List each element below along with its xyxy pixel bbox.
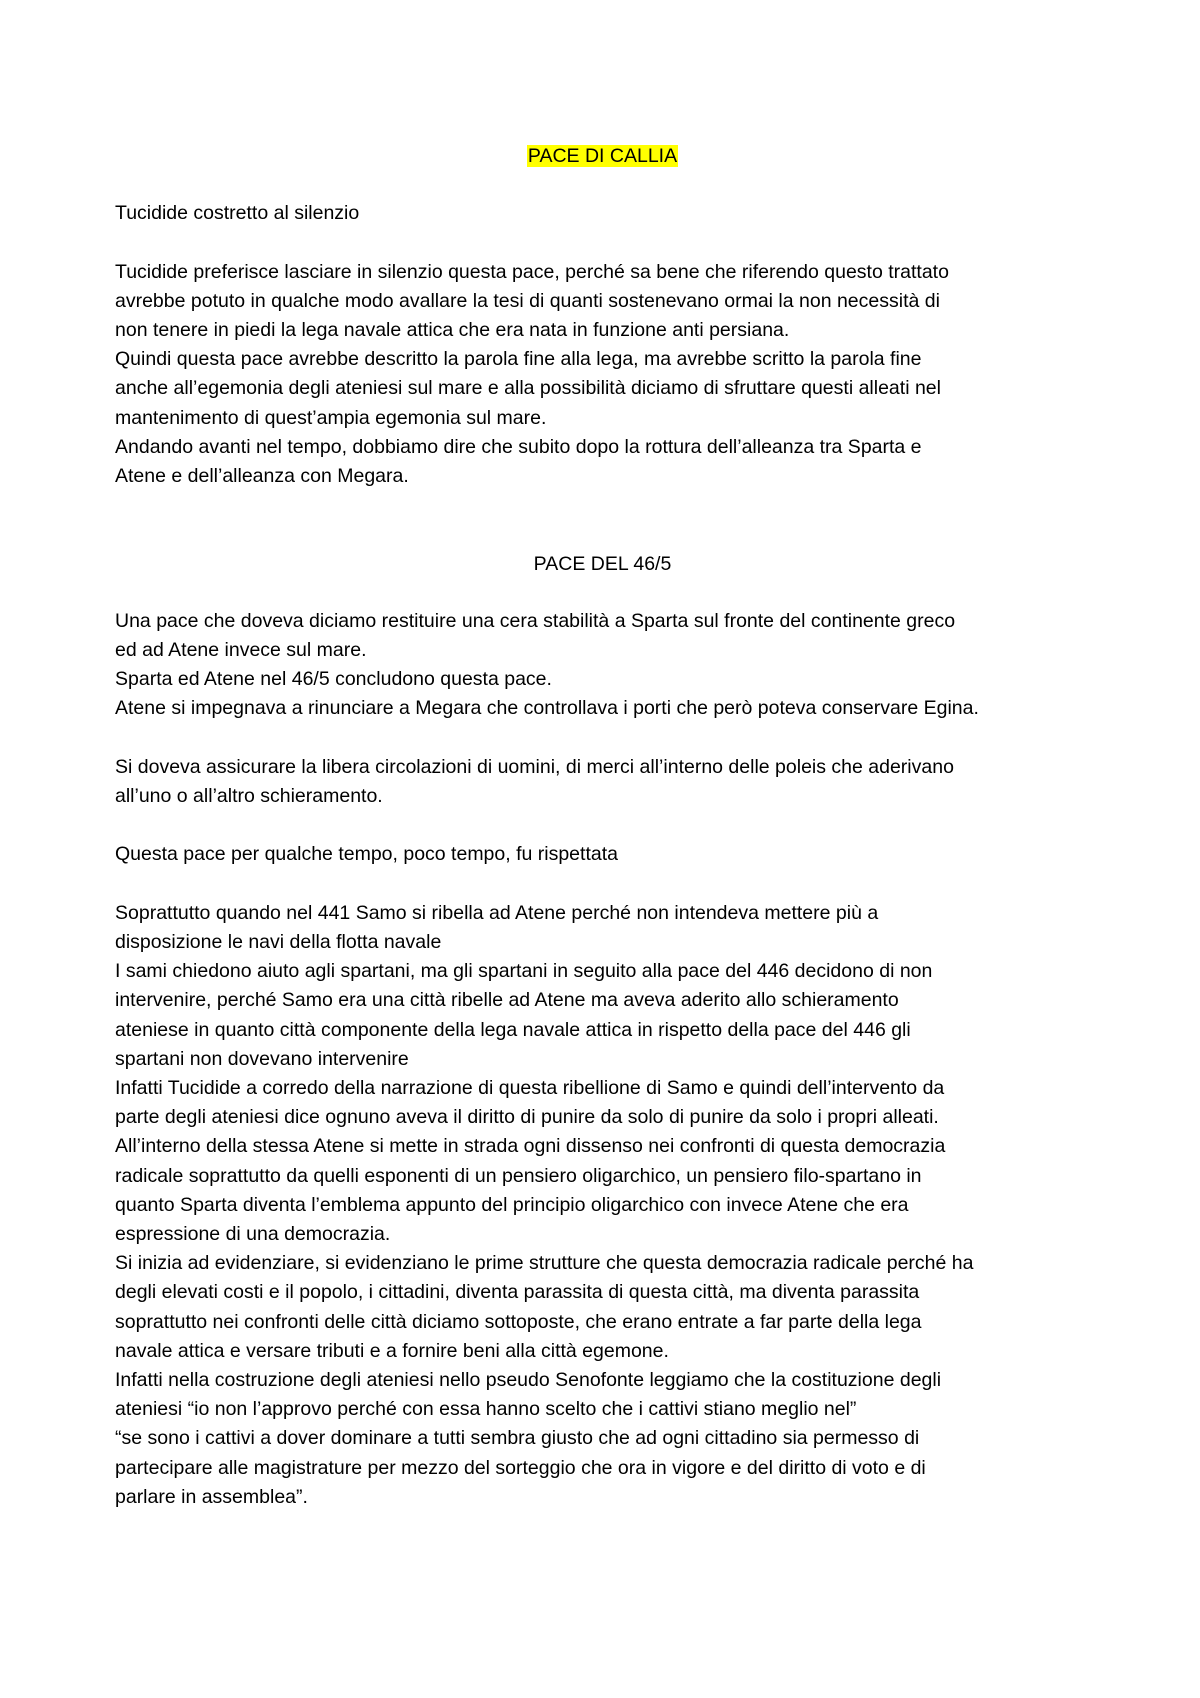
text-line: disposizione le navi della flotta navale bbox=[115, 930, 442, 953]
highlighted-title: PACE DI CALLIA bbox=[527, 145, 678, 167]
text-line: Infatti nella costruzione degli ateniesi nello pseudo Senofonte leggiamo che la costituzione degli bbox=[115, 1369, 942, 1392]
text-line: partecipare alle magistrature per mezzo del sorteggio che ora in vigore e del diritto di voto e di bbox=[115, 1456, 926, 1479]
text-line: Infatti Tucidide a corredo della narrazione di questa ribellione di Samo e quindi dell’intervento da bbox=[115, 1076, 945, 1099]
text-line: Atene e dell’alleanza con Megara. bbox=[115, 465, 409, 487]
text-line: soprattutto nei confronti delle città diciamo sottoposte, che erano entrate a far parte della lega bbox=[115, 1310, 922, 1333]
text-line: Questa pace per qualche tempo, poco tempo, fu rispettata bbox=[115, 843, 618, 866]
text-line: Quindi questa pace avrebbe descritto la parola fine alla lega, ma avrebbe scritto la parola fine bbox=[115, 348, 922, 371]
heading-pace-del-46-5: PACE DEL 46/5 bbox=[533, 552, 672, 575]
text-line: quanto Sparta diventa l’emblema appunto del principio oligarchico con invece Atene che era bbox=[115, 1193, 909, 1216]
paragraph-callia bbox=[115, 258, 1090, 492]
text-line: Sparta ed Atene nel 46/5 concludono questa pace. bbox=[115, 668, 552, 691]
heading-pace-di-callia bbox=[115, 142, 1090, 170]
text-line: Si doveva assicurare la libera circolazioni di uomini, di merci all’interno delle poleis che aderivano bbox=[115, 755, 954, 778]
paragraph-rispettata bbox=[115, 840, 1090, 869]
text-line: Una pace che doveva diciamo restituire una cera stabilità a Sparta sul fronte del continente greco bbox=[115, 609, 956, 632]
text-line: radicale soprattutto da quelli esponenti di un pensiero oligarchico, un pensiero filo-spartano in bbox=[115, 1164, 922, 1187]
text-line: ed ad Atene invece sul mare. bbox=[115, 638, 367, 661]
text-line: I sami chiedono aiuto agli spartani, ma gli spartani in seguito alla pace del 446 decidono di non bbox=[115, 960, 933, 983]
text-line: spartani non dovevano intervenire bbox=[115, 1047, 409, 1070]
text-line: non tenere in piedi la lega navale attica che era nata in funzione anti persiana. bbox=[115, 318, 790, 341]
text-line: Andando avanti nel tempo, dobbiamo dire che subito dopo la rottura dell’alleanza tra Sparta e bbox=[115, 435, 922, 458]
text-line: espressione di una democrazia. bbox=[115, 1223, 391, 1245]
text-line: Atene si impegnava a rinunciare a Megara che controllava i porti che però poteva conservare Egina. bbox=[115, 697, 979, 720]
text-line: all’uno o all’altro schieramento. bbox=[115, 784, 383, 807]
text-line: intervenire, perché Samo era una città ribelle ad Atene ma aveva aderito allo schieramento bbox=[115, 989, 899, 1012]
paragraph-circolazione bbox=[115, 753, 1090, 811]
text-line: navale attica e versare tributi e a fornire beni alla città egemone. bbox=[115, 1339, 669, 1362]
text-line: parlare in assemblea”. bbox=[115, 1485, 308, 1508]
text-line: “se sono i cattivi a dover dominare a tutti sembra giusto che ad ogni cittadino sia permesso di bbox=[115, 1427, 920, 1450]
text-line: avrebbe potuto in qualche modo avallare la tesi di quanti sostenevano ormai la non necessità di bbox=[115, 289, 940, 312]
text-line: Tucidide preferisce lasciare in silenzio questa pace, perché sa bene che riferendo questo trattato bbox=[115, 260, 949, 283]
subheading-tucidide: Tucidide costretto al silenzio bbox=[115, 202, 360, 225]
paragraph-samo bbox=[115, 899, 1090, 1512]
text-line: degli elevati costi e il popolo, i cittadini, diventa parassita di questa città, ma diventa parassita bbox=[115, 1281, 920, 1304]
text-line: ateniese in quanto città componente della lega navale attica in rispetto della pace del 446 gli bbox=[115, 1018, 911, 1041]
text-line: Si inizia ad evidenziare, si evidenziano le prime strutture che questa democrazia radicale perché ha bbox=[115, 1252, 974, 1275]
text-line: Soprattutto quando nel 441 Samo si ribella ad Atene perché non intendeva mettere più a bbox=[115, 901, 879, 924]
text-line: parte degli ateniesi dice ognuno aveva il diritto di punire da solo di punire da solo i propri alleati. bbox=[115, 1106, 939, 1129]
text-line: mantenimento di quest’ampia egemonia sul mare. bbox=[115, 406, 547, 429]
paragraph-pace-46-5 bbox=[115, 607, 1090, 724]
text-line: ateniesi “io non l’approvo perché con essa hanno scelto che i cattivi stiano meglio nel” bbox=[115, 1398, 857, 1421]
text-line: anche all’egemonia degli ateniesi sul mare e alla possibilità diciamo di sfruttare questi alleati nel bbox=[115, 377, 941, 400]
document-body bbox=[115, 142, 1090, 1512]
text-line: All’interno della stessa Atene si mette in strada ogni dissenso nei confronti di questa democrazia bbox=[115, 1135, 946, 1158]
